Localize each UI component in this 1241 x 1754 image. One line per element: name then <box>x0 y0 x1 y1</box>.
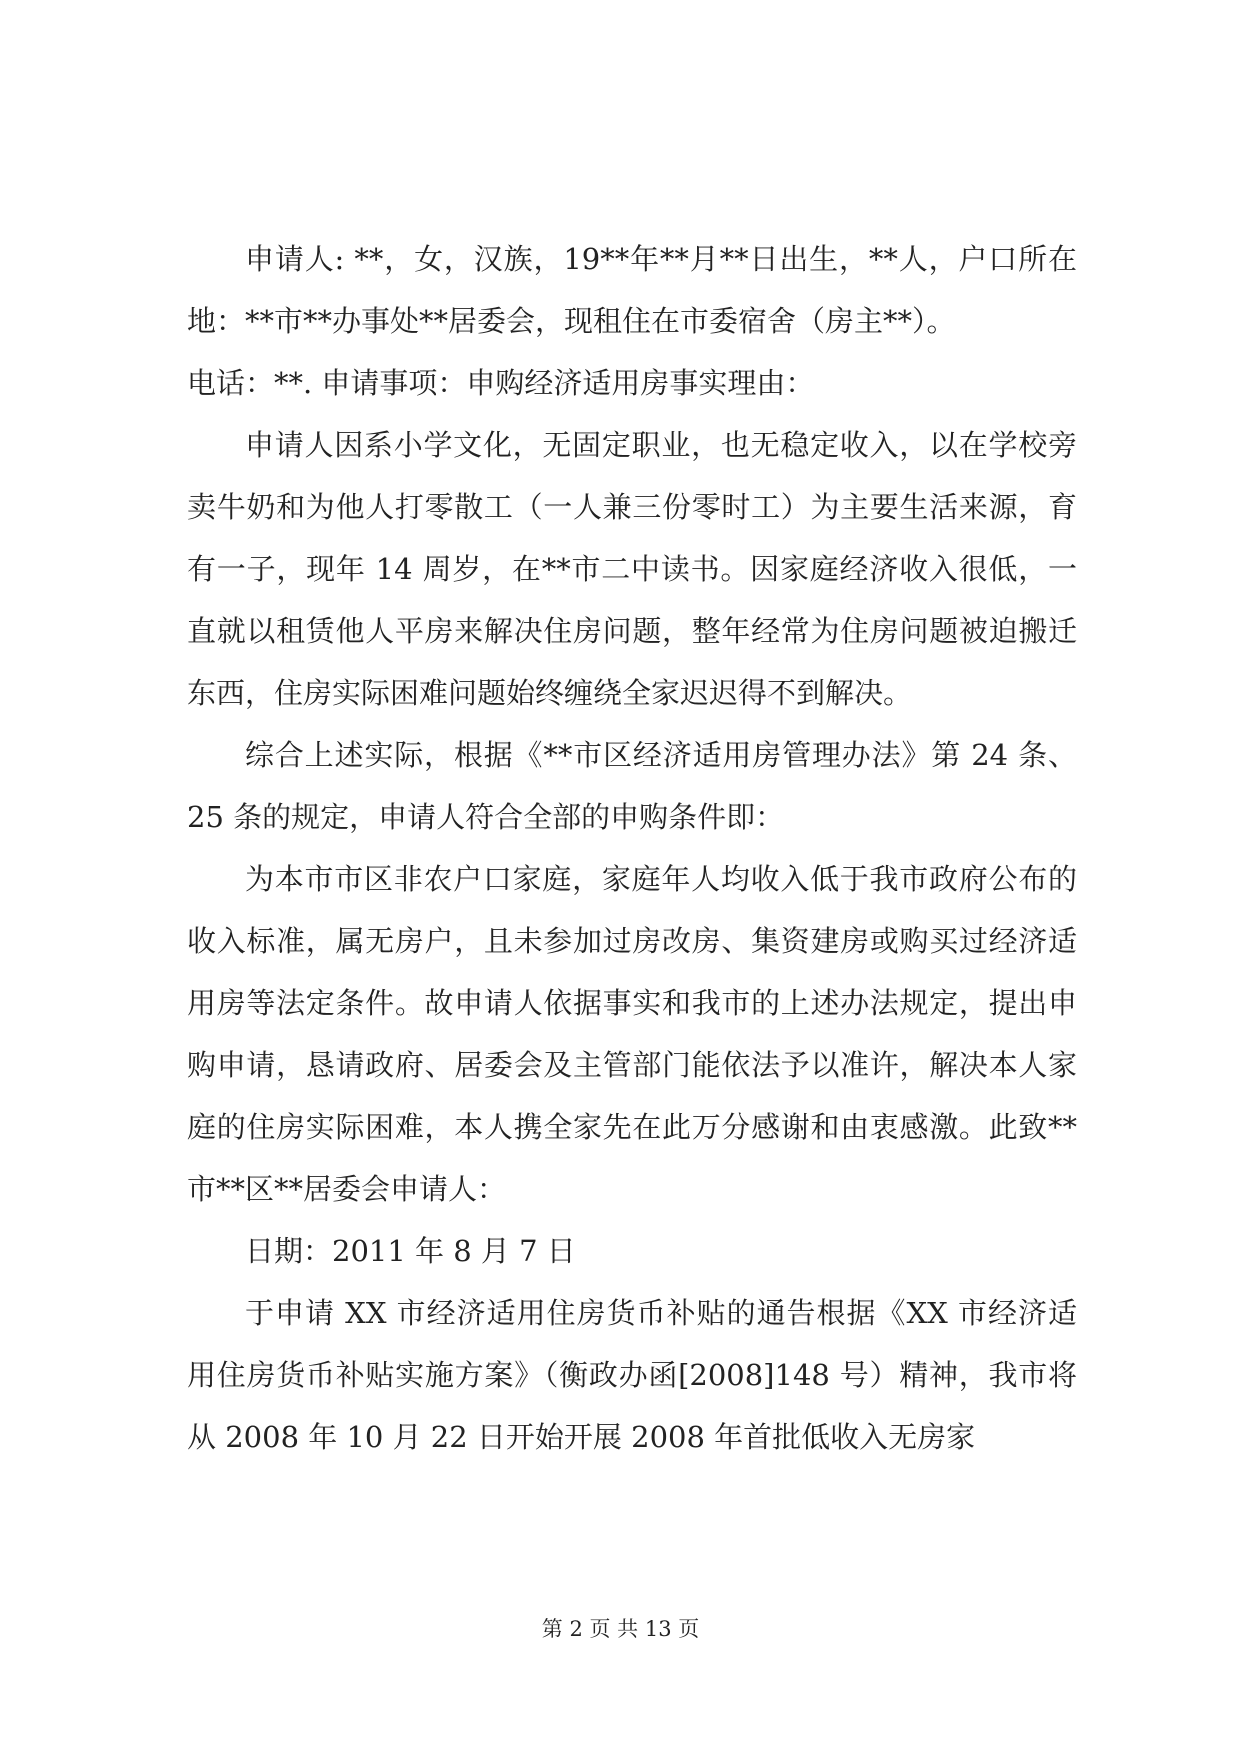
paragraph-date: 日期：2011 年 8 月 7 日 <box>245 1234 576 1268</box>
paragraph-legal-basis: 综合上述实际，根据《**市区经济适用房管理办法》第 24 条、25 条的规定，申请人符合全部的申购条件即： <box>187 738 1077 834</box>
paragraph-conditions-request: 为本市市区非农户口家庭，家庭年人均收入低于我市政府公布的收入标准，属无房户，且未参加过房改房、集资建房或购买过经济适用房等法定条件。故申请人依据事实和我市的上述办法规定，提出申购申请，恳请政府、居委会及主管部门能依法予以准许，解决本人家庭的住房实际困难，本人携全家先在此万分感谢和由衷感激。此致**市**区**居委会申请人： <box>187 862 1077 1206</box>
paragraph-reasons: 申请人因系小学文化，无固定职业，也无稳定收入，以在学校旁卖牛奶和为他人打零散工（一人兼三份零时工）为主要生活来源，育有一子，现年 14 周岁，在**市二中读书。因家庭经济收入很低，一直就以租赁他人平房来解决住房问题，整年经常为住房问题被迫搬迁东西，住房实际困难问题始终缠绕全家迟迟得不到解决。 <box>187 428 1077 710</box>
paragraph-applicant-info: 申请人: **，女，汉族，19**年**月**日出生，**人，户口所在地：**市**办事处**居委会，现租住在市委宿舍（房主**）。 <box>187 242 1077 338</box>
document-body <box>187 228 1077 1468</box>
paragraph-phone-and-matter: 电话：**. 申请事项：申购经济适用房事实理由： <box>187 366 815 400</box>
paragraph-notice: 于申请 XX 市经济适用住房货币补贴的通告根据《XX 市经济适用住房货币补贴实施方案》（衡政办函[2008]148 号）精神，我市将从 2008 年 10 月 22 日开始开展 2008 年首批低收入无房家 <box>187 1296 1077 1454</box>
page-number-footer: 第 2 页 共 13 页 <box>541 1617 700 1641</box>
